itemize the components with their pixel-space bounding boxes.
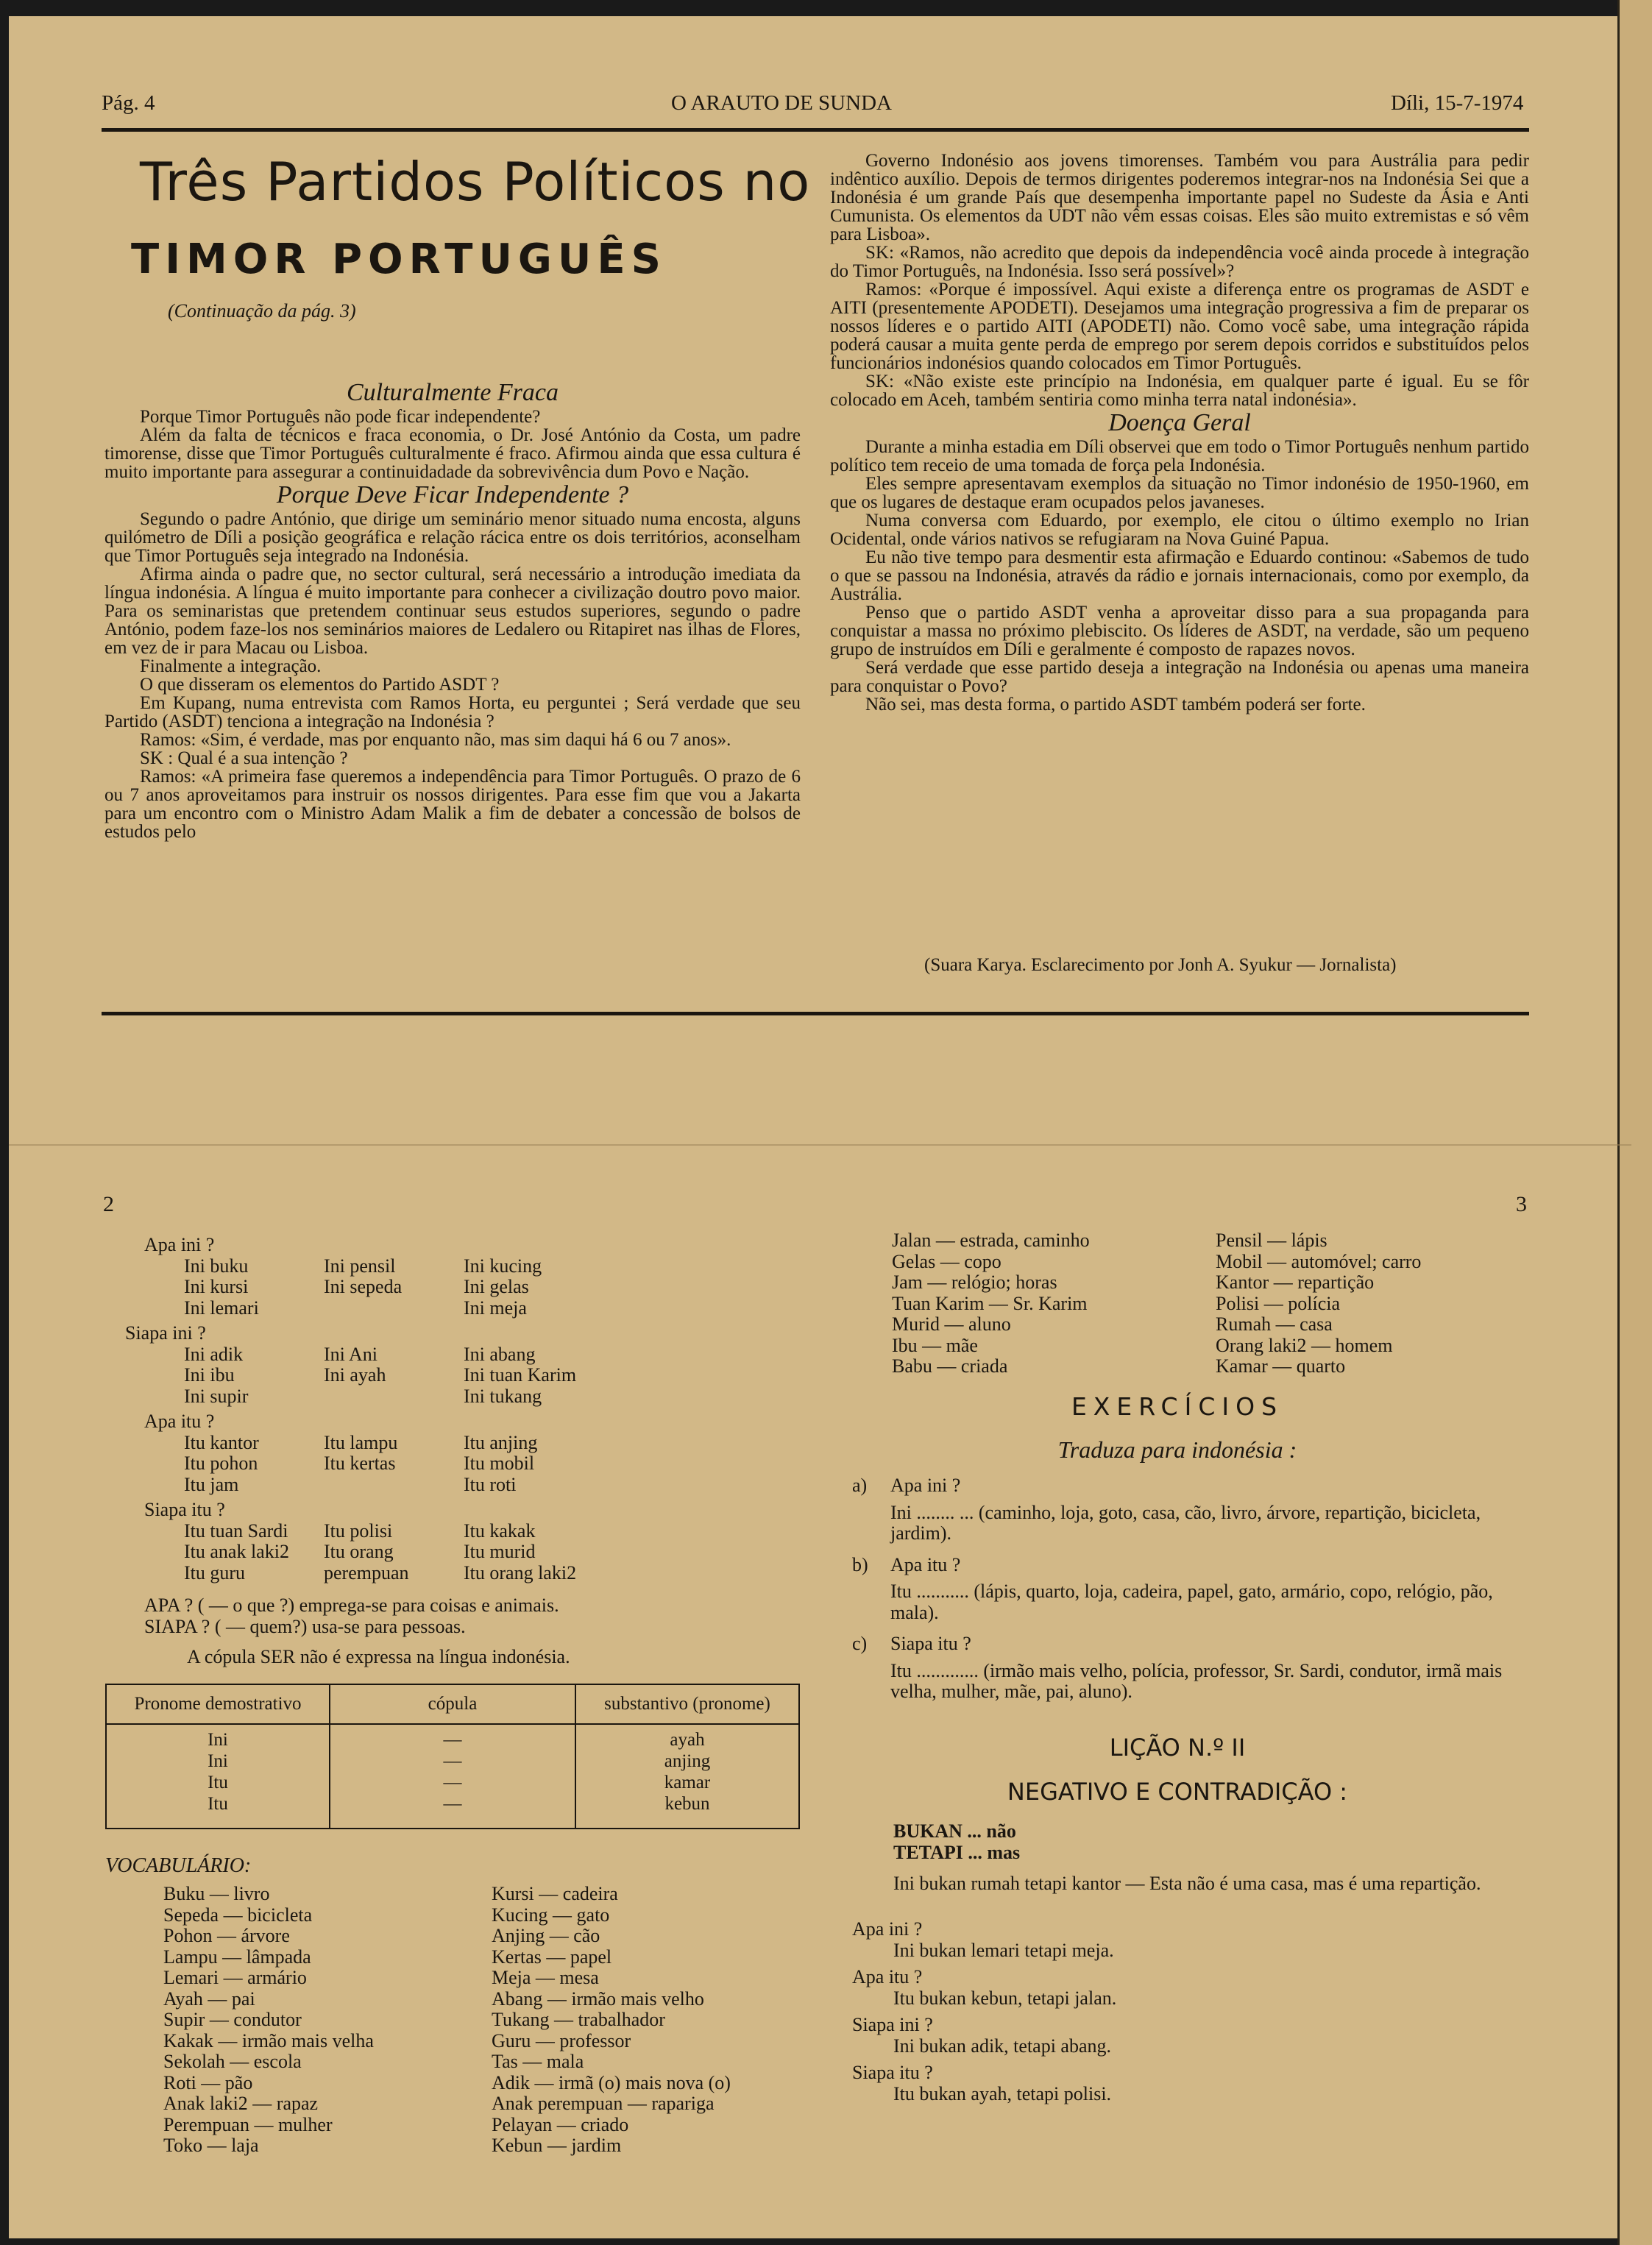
vocabulary-item: Kakak — irmão mais velha <box>163 2029 374 2051</box>
lesson-qa <box>852 1919 1536 2110</box>
article-paragraph: Será verdade que esse partido deseja a integração na Indonésia ou apenas uma maneira para conquistar o Povo? <box>830 658 1529 696</box>
drill-question: Apa ini ? <box>144 1234 215 1255</box>
drill-column <box>464 1256 640 1319</box>
drill-item: Ini kursi <box>184 1276 249 1297</box>
vocabulary-item: Adik — irmã (o) mais nova (o) <box>492 2071 731 2093</box>
drill-column <box>184 1521 324 1584</box>
vocabulary-item: Abang — irmão mais velho <box>492 1987 704 2010</box>
vocabulary-item: Tukang — trabalhador <box>492 2009 665 2030</box>
vocabulary-item: Sekolah — escola <box>163 2051 302 2072</box>
drill-column <box>324 1521 464 1584</box>
article-paragraph: Porque Timor Português não pode ficar independente? <box>140 407 541 427</box>
vocabulary-list-3 <box>892 1230 1216 1377</box>
drill-item: Itu mobil <box>464 1453 535 1474</box>
article-title: Três Partidos Políticos no <box>140 151 811 213</box>
qa-question: Siapa ini ? <box>852 2014 933 2035</box>
article-column-right <box>830 152 1529 714</box>
article-paragraph: Afirma ainda o padre que, no sector cultural, será necessário a introdução imediata da língua indonésia. A língua é muito importante para conhecer a civilização doutro povo maior. Para os seminaristas que pretendem continuar seus estudos superiores, segundo o padre António, podem faze-los nos seminários maiores de Ledalero ou Ritapiret nas ilhas de Flores, em vez de ir para Macau ou Lisboa. <box>104 564 801 658</box>
qa-answer: Itu bukan kebun, tetapi jalan. <box>893 1987 1117 2009</box>
drill-item: Itu orang <box>324 1541 394 1562</box>
article-paragraph: Em Kupang, numa entrevista com Ramos Horta, eu perguntei ; Será verdade que seu Partido (ASDT) tenciona a integração na Indonésia ? <box>104 693 801 731</box>
vocabulary-item: Sepeda — bicicleta <box>163 1904 313 1926</box>
drill-item: Itu guru <box>184 1561 246 1583</box>
drill-row <box>184 1521 787 1584</box>
vocabulary-item: Rumah — casa <box>1216 1313 1333 1335</box>
drill-item: Itu orang laki2 <box>464 1561 577 1583</box>
table-cell: Ini <box>208 1751 228 1771</box>
vocabulary-item: Mobil — automóvel; carro <box>1216 1250 1422 1272</box>
continuation-note: (Continuação da pág. 3) <box>168 300 356 322</box>
vocabulary-item: Kebun — jardim <box>492 2135 622 2156</box>
drill-item: Itu kantor <box>184 1431 259 1453</box>
vocabulary-item: Supir — condutor <box>163 2009 302 2030</box>
vocabulary-item: Ayah — pai <box>163 1987 255 2010</box>
drill-item: perempuan <box>324 1561 409 1583</box>
newspaper-name: O ARAUTO DE SUNDA <box>671 91 892 115</box>
exercise-item <box>852 1634 1536 1703</box>
drill-column <box>464 1433 640 1496</box>
qa-answer: Itu bukan ayah, tetapi polisi. <box>893 2082 1112 2104</box>
drill-column <box>184 1433 324 1496</box>
table-cell: kamar <box>664 1773 711 1792</box>
vocabulary-item: Lampu — lâmpada <box>163 1946 311 1968</box>
vocabulary-item: Tas — mala <box>492 2051 584 2072</box>
drill-item: Ini tukang <box>464 1385 542 1407</box>
vocabulary-item: Anak perempuan — rapariga <box>492 2093 715 2114</box>
article-paragraph: Eu não tive tempo para desmentir esta afirmação e Eduardo continou: «Sabemos de tudo o que se passou na Indonésia, através da rádio e jornais internacionais, como por exemplo, da Austrália. <box>830 547 1529 604</box>
vocabulary-item: Pensil — lápis <box>1216 1230 1327 1251</box>
vocabulary-list-1 <box>163 1884 487 2157</box>
drill-item: Itu roti <box>464 1473 517 1495</box>
drill-item: Ini adik <box>184 1343 244 1365</box>
exercise-line: Itu ........... (lápis, quarto, loja, cadeira, papel, gato, armário, copo, relógio, pão, mala). <box>890 1581 1493 1623</box>
table-cell: Itu <box>208 1773 228 1792</box>
drill-item: Ini sepeda <box>324 1276 403 1297</box>
table-header: cópula <box>330 1684 575 1724</box>
vocabulary-item: Babu — criada <box>892 1355 1008 1377</box>
exercise-item <box>852 1555 1536 1624</box>
table-header: Pronome demostrativo <box>106 1684 330 1724</box>
exercise-body <box>890 1555 1536 1624</box>
lesson-page-number-right: 3 <box>1516 1192 1527 1216</box>
exercise-line: Ini ........ ... (caminho, loja, goto, casa, cão, livro, árvore, repartição, bicicleta, jardim). <box>890 1501 1481 1544</box>
exercise-question: Apa ini ? <box>890 1475 961 1496</box>
article-paragraph: Além da falta de técnicos e fraca economia, o Dr. José António da Costa, um padre timorense, disse que Timor Português culturalmente é fraco. Afirmou ainda que essa cultura é muito importante para assegurar a continuidadade da sobrevivência dum Povo e Nação. <box>104 425 801 482</box>
copula-table <box>105 1684 800 1829</box>
table-cell: — <box>443 1794 462 1814</box>
article-paragraph: Ramos: «Porque é impossível. Aqui existe a diferença entre os programas de ASDT e AITI (presentemente APODETI). Desejamos uma integração progressiva a fim de preparar os nossos líderes e o partido AITI (APODETI) não. Como você sabe, uma integração rápida poderá causar a muita gente perda de emprego por serem depois corridos e substituídos pelos funcionários indonésios quando colocados em Timor Português. <box>830 280 1529 373</box>
drill-item: Ini kucing <box>464 1255 542 1277</box>
page-fold <box>9 1144 1631 1146</box>
vocabulary-item: Anak laki2 — rapaz <box>163 2093 319 2114</box>
drill-item: Itu polisi <box>324 1519 393 1542</box>
exercises-title: EXERCÍCIOS <box>1071 1392 1284 1421</box>
exercise-question: Apa itu ? <box>890 1553 961 1575</box>
table-cell: — <box>443 1751 462 1771</box>
drill-item: Itu murid <box>464 1541 536 1562</box>
vocabulary-item: Roti — pão <box>163 2071 253 2093</box>
article-paragraph: Penso que o partido ASDT venha a aproveitar disso para a sua propaganda para conquistar a massa no próximo plebiscito. Os líderes de ASDT, na verdade, são um pequeno grupo de instruídos em Díli e geralmente é composto de rapazes novos. <box>830 603 1529 659</box>
drill-item: Ini supir <box>184 1385 249 1407</box>
article-paragraph: Numa conversa com Eduardo, por exemplo, ele citou o último exemplo no Irian Ocidental, onde vários nativos se refugiaram na Nova Guiné Papua. <box>830 511 1529 549</box>
article-paragraph: O que disseram os elementos do Partido ASDT ? <box>140 675 500 695</box>
table-cell-pronouns <box>106 1724 330 1829</box>
vocabulary-item: Kursi — cadeira <box>492 1883 618 1904</box>
exercise-body <box>890 1475 1536 1544</box>
table-cell: — <box>443 1730 462 1750</box>
drill-question: Siapa itu ? <box>144 1499 225 1520</box>
section-subhead: Porque Deve Ficar Independente ? <box>276 481 629 508</box>
drill-column <box>464 1344 640 1408</box>
article-paragraph: Ramos: «A primeira fase queremos a independência para Timor Português. O prazo de 6 ou 7 anos aproveitamos para instruir os nossos dirigentes. Para esse fim que vou a Jakarta para um encontro com o Ministro Adam Malik a fim de debater a concessão de bolsos de estudos pelo <box>104 767 801 842</box>
exercises-instruction: Traduza para indonésia : <box>1057 1436 1297 1463</box>
drill-column <box>324 1344 464 1408</box>
drill-item: Itu jam <box>184 1473 239 1495</box>
vocabulary-item: Toko — laja <box>163 2135 259 2156</box>
header-rule <box>102 128 1529 132</box>
drill-item: Ini tuan Karim <box>464 1364 577 1386</box>
exercise-list <box>852 1475 1536 1713</box>
qa-question: Apa itu ? <box>852 1966 923 1987</box>
vocabulary-list-2 <box>492 1884 815 2157</box>
vocabulary-item: Kamar — quarto <box>1216 1355 1346 1377</box>
lesson-title: LIÇÃO N.º II <box>1109 1734 1246 1762</box>
section-subhead: Culturalmente Fraca <box>346 379 559 406</box>
table-cell: Ini <box>208 1730 228 1750</box>
exercise-question: Siapa itu ? <box>890 1633 971 1654</box>
vocabulary-item: Lemari — armário <box>163 1967 307 1988</box>
qa-answer: Ini bukan lemari tetapi meja. <box>893 1939 1114 1961</box>
vocabulary-item: Pohon — árvore <box>163 1925 290 1946</box>
bottom-rule <box>102 1012 1529 1015</box>
qa-answer: Ini bukan adik, tetapi abang. <box>893 2035 1112 2057</box>
vocabulary-item: Pelayan — criado <box>492 2113 629 2135</box>
vocabulary-item: Polisi — polícia <box>1216 1292 1340 1314</box>
table-cell: kebun <box>664 1794 710 1814</box>
adjacent-page-edge <box>1617 0 1652 2245</box>
drill-column <box>324 1256 464 1319</box>
vocabulary-item: Guru — professor <box>492 2029 631 2051</box>
drill-column <box>324 1433 464 1496</box>
table-cell: anjing <box>664 1751 711 1771</box>
lesson-drills <box>125 1235 787 1588</box>
table-cell: Itu <box>208 1794 228 1814</box>
lesson-keywords <box>893 1821 1541 1863</box>
drill-row <box>184 1256 787 1319</box>
exercise-label: a) <box>852 1475 868 1496</box>
drill-item: Itu kertas <box>324 1453 396 1474</box>
vocabulary-item: Anjing — cão <box>492 1925 600 1946</box>
drill-item: Ini meja <box>464 1297 527 1319</box>
exercise-body <box>890 1634 1536 1703</box>
lesson-example: Ini bukan rumah tetapi kantor — Esta não é uma casa, mas é uma repartição. <box>893 1873 1481 1894</box>
drill-item: Itu lampu <box>324 1431 398 1453</box>
page-number: Pág. 4 <box>102 91 155 115</box>
table-cell-nouns <box>575 1724 799 1829</box>
qa-question: Apa ini ? <box>852 1918 923 1940</box>
exercise-line: Itu ............. (irmão mais velho, polícia, professor, Sr. Sardi, condutor, irmã mais velha, mulher, mãe, pai, aluno). <box>890 1659 1503 1702</box>
drill-item: Ini buku <box>184 1255 249 1277</box>
copula-note: A cópula SER não é expressa na língua indonésia. <box>187 1646 570 1667</box>
drill-item: Itu kakak <box>464 1519 536 1542</box>
vocabulary-item: Tuan Karim — Sr. Karim <box>892 1292 1088 1314</box>
vocabulary-list-4 <box>1216 1230 1539 1377</box>
drill-item: Itu anak laki2 <box>184 1541 289 1562</box>
drill-column <box>184 1344 324 1408</box>
article-paragraph: Governo Indonésio aos jovens timorenses. Também vou para Austrália para pedir indêntico auxílio. Depois de termos dirigentes poderemos integrar-nos na Indonésia Sei que a Indonésia é um grande País que desempenha importante papel no Sudeste da Ásia e Anti Cumunista. Os elementos da UDT não vêm essas coisas. Eles são muito extremistas e só vêm para Lisboa». <box>830 151 1529 244</box>
keyword-bukan: BUKAN ... não <box>893 1820 1016 1842</box>
drill-item: Ini lemari <box>184 1297 259 1319</box>
section-subhead: Doença Geral <box>1108 409 1251 436</box>
article-column-left <box>104 379 801 841</box>
keyword-tetapi: TETAPI ... mas <box>893 1841 1021 1863</box>
vocabulary-item: Kantor — repartição <box>1216 1272 1375 1293</box>
vocabulary-item: Meja — mesa <box>492 1967 599 1988</box>
article-paragraph: Não sei, mas desta forma, o partido ASDT também poderá ser forte. <box>865 695 1366 714</box>
exercise-label: b) <box>852 1553 868 1575</box>
drill-item: Ini gelas <box>464 1276 529 1297</box>
vocabulary-item: Gelas — copo <box>892 1250 1002 1272</box>
vocabulary-item: Orang laki2 — homem <box>1216 1334 1393 1356</box>
article-paragraph: Finalmente a integração. <box>140 656 322 676</box>
vocabulary-item: Ibu — mãe <box>892 1334 978 1356</box>
article-credit: (Suara Karya. Esclarecimento por Jonh A. Syukur — Jornalista) <box>924 955 1397 975</box>
drill-question: Siapa ini ? <box>125 1322 206 1344</box>
exercise-label: c) <box>852 1633 868 1654</box>
article-paragraph: SK: «Não existe este princípio na Indonésia, em qualquer parte é igual. Eu se fôr colocado em Aceh, também sentiria como minha terra natal indonésia». <box>830 372 1529 410</box>
table-header: substantivo (pronome) <box>575 1684 799 1724</box>
issue-date: Díli, 15-7-1974 <box>1391 91 1524 115</box>
table-cell-copula <box>330 1724 575 1829</box>
article-paragraph: Segundo o padre António, que dirige um seminário menor situado numa encosta, alguns quilómetro de Díli a posição geográfica e relação rácica entre os dois territórios, aconselham que Timor Português seja integrado na Indonésia. <box>104 509 801 566</box>
article-paragraph: Durante a minha estadia em Díli observei que em todo o Timor Português nenhum partido político tem receio de uma tomada de força pela Indonésia. <box>830 437 1529 475</box>
article-paragraph: SK : Qual é a sua intenção ? <box>140 748 348 768</box>
drill-row <box>184 1344 787 1408</box>
drill-item: Ini ibu <box>184 1364 235 1386</box>
vocabulary-item: Buku — livro <box>163 1883 270 1904</box>
article-paragraph: Ramos: «Sim, é verdade, mas por enquanto não, mas sim daqui há 6 ou 7 anos». <box>140 730 731 750</box>
note-apa: APA ? ( — o que ?) emprega-se para coisas e animais. <box>144 1595 559 1616</box>
drill-item: Ini Ani <box>324 1343 377 1365</box>
drill-item: Ini abang <box>464 1343 536 1365</box>
usage-notes <box>144 1595 806 1668</box>
lesson-page-number-left: 2 <box>103 1192 114 1216</box>
drill-item: Itu anjing <box>464 1431 538 1453</box>
vocabulary-title: VOCABULÁRIO: <box>105 1854 252 1877</box>
drill-item: Ini ayah <box>324 1364 386 1386</box>
qa-question: Siapa itu ? <box>852 2062 933 2083</box>
drill-item: Itu tuan Sardi <box>184 1519 288 1542</box>
exercise-item <box>852 1475 1536 1544</box>
vocabulary-item: Murid — aluno <box>892 1313 1011 1335</box>
drill-item: Ini pensil <box>324 1255 396 1277</box>
table-cell: — <box>443 1773 462 1792</box>
note-siapa: SIAPA ? ( — quem?) usa-se para pessoas. <box>144 1615 466 1637</box>
vocabulary-item: Perempuan — mulher <box>163 2113 333 2135</box>
article-paragraph: Eles sempre apresentavam exemplos da situação no Timor indonésio de 1950-1960, em que os lugares de destaque eram ocupados pelos javaneses. <box>830 474 1529 512</box>
drill-column <box>184 1256 324 1319</box>
article-paragraph: SK: «Ramos, não acredito que depois da independência você ainda procede à integração do Timor Português, na Indonésia. Isso será possível»? <box>830 243 1529 281</box>
drill-question: Apa itu ? <box>144 1411 215 1432</box>
vocabulary-item: Jalan — estrada, caminho <box>892 1230 1090 1251</box>
vocabulary-item: Kertas — papel <box>492 1946 612 1968</box>
drill-item: Itu pohon <box>184 1453 258 1474</box>
vocabulary-item: Jam — relógio; horas <box>892 1272 1057 1293</box>
lesson-subtitle: NEGATIVO E CONTRADIÇÃO : <box>1007 1778 1348 1806</box>
table-cell: ayah <box>670 1730 705 1750</box>
article-title-line2: TIMOR PORTUGUÊS <box>131 235 667 283</box>
drill-column <box>464 1521 640 1584</box>
drill-row <box>184 1433 787 1496</box>
vocabulary-item: Kucing — gato <box>492 1904 610 1926</box>
